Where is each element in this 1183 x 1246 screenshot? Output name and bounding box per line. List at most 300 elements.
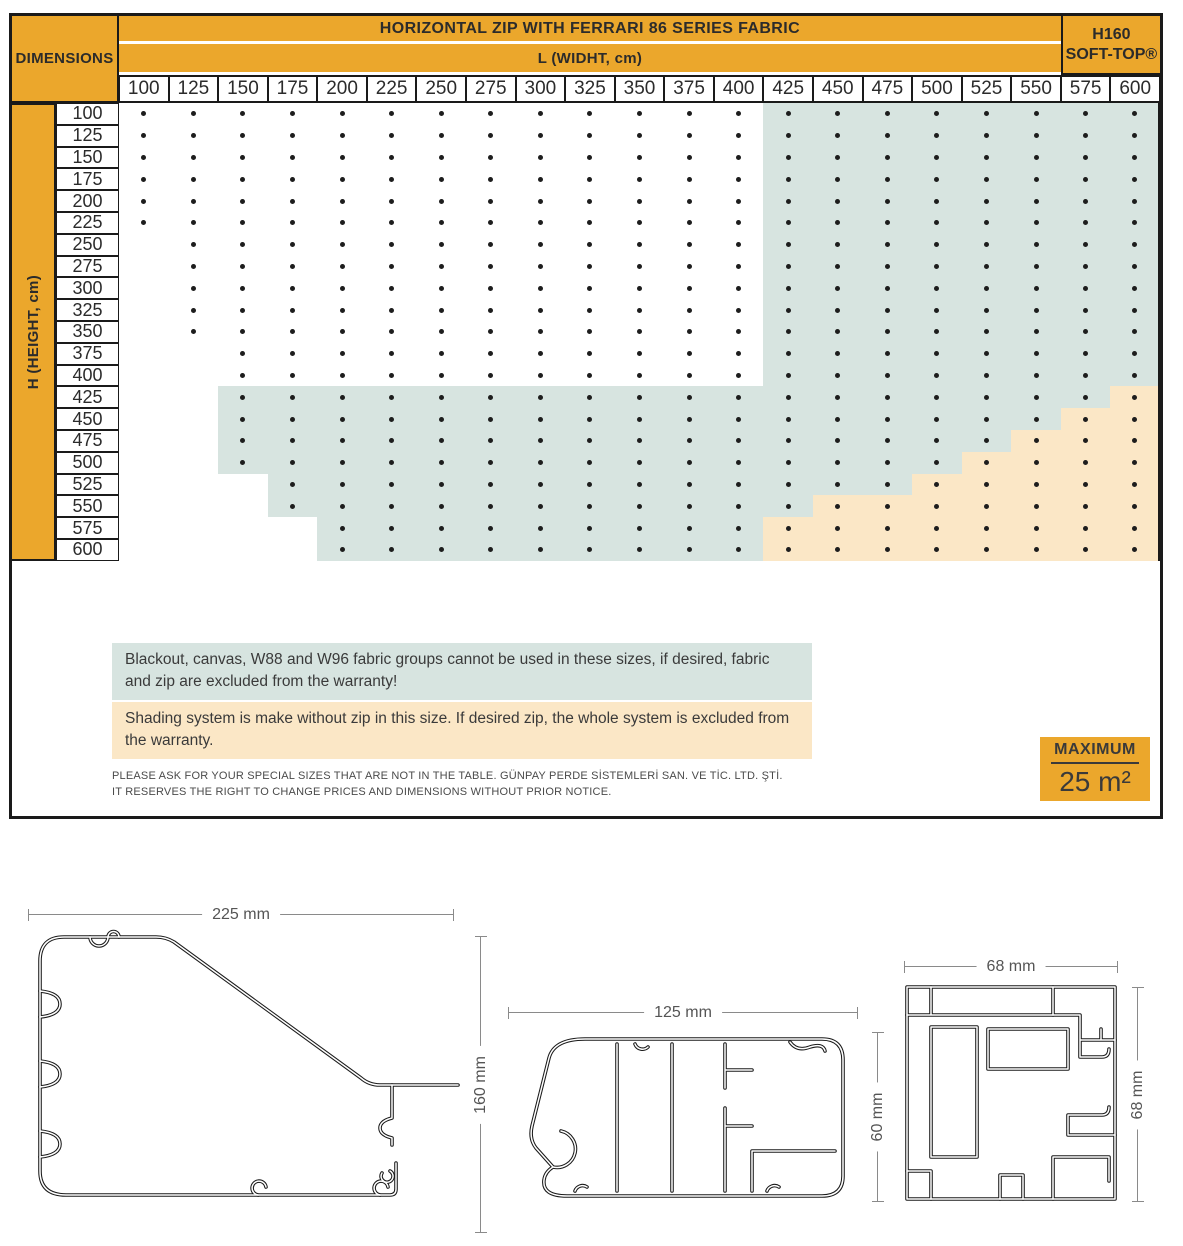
- availability-dot: [885, 373, 890, 378]
- availability-dot: [340, 526, 345, 531]
- availability-dot: [1132, 438, 1137, 443]
- availability-dot: [439, 351, 444, 356]
- availability-dot: [587, 242, 592, 247]
- size-cell: [962, 256, 1012, 278]
- size-cell: [466, 190, 516, 212]
- availability-dot: [934, 242, 939, 247]
- availability-dot: [984, 438, 989, 443]
- size-cell: [714, 430, 764, 452]
- availability-dot: [488, 417, 493, 422]
- size-cell: [664, 321, 714, 343]
- availability-dot: [1034, 373, 1039, 378]
- availability-dot: [290, 286, 295, 291]
- size-cell: [615, 452, 665, 474]
- availability-dot: [389, 199, 394, 204]
- availability-dot: [687, 373, 692, 378]
- size-cell: [912, 234, 962, 256]
- availability-dot: [835, 373, 840, 378]
- column-header: 175: [268, 75, 318, 103]
- availability-dot: [1034, 111, 1039, 116]
- availability-dot: [786, 329, 791, 334]
- size-cell: [763, 408, 813, 430]
- row-header: 375: [56, 343, 119, 365]
- availability-dot: [389, 547, 394, 552]
- row-header: 500: [56, 452, 119, 474]
- availability-dot: [1132, 286, 1137, 291]
- size-cell: [268, 408, 318, 430]
- size-cell: [1061, 365, 1111, 387]
- availability-dot: [1083, 242, 1088, 247]
- maximum-area-badge: [1040, 737, 1150, 801]
- size-cell: [466, 147, 516, 169]
- availability-dot: [488, 504, 493, 509]
- availability-dot: [835, 547, 840, 552]
- size-cell: [416, 103, 466, 125]
- maximum-label: MAXIMUM: [1054, 740, 1136, 758]
- size-cell: [317, 212, 367, 234]
- availability-dot: [736, 547, 741, 552]
- availability-dot: [786, 308, 791, 313]
- availability-dot: [1132, 177, 1137, 182]
- availability-dot: [885, 133, 890, 138]
- availability-dot: [240, 417, 245, 422]
- availability-dot: [538, 526, 543, 531]
- size-cell: [615, 168, 665, 190]
- column-header: 375: [664, 75, 714, 103]
- availability-dot: [1132, 460, 1137, 465]
- availability-dot: [240, 286, 245, 291]
- availability-dot: [191, 308, 196, 313]
- availability-dot: [835, 329, 840, 334]
- availability-dot: [1083, 547, 1088, 552]
- availability-dot: [984, 417, 989, 422]
- availability-dot: [538, 417, 543, 422]
- height-dimension-label: 160 mm: [470, 1046, 492, 1124]
- availability-dot: [587, 329, 592, 334]
- size-cell: [615, 125, 665, 147]
- availability-dot: [687, 504, 692, 509]
- size-cell: [416, 190, 466, 212]
- size-cell: [317, 234, 367, 256]
- availability-dot: [1132, 264, 1137, 269]
- availability-dot: [587, 264, 592, 269]
- availability-dot: [340, 286, 345, 291]
- size-cell: [416, 321, 466, 343]
- size-cell: [268, 299, 318, 321]
- availability-dot: [191, 286, 196, 291]
- size-cell: [268, 343, 318, 365]
- size-cell: [664, 125, 714, 147]
- availability-dot: [389, 242, 394, 247]
- availability-dot: [934, 133, 939, 138]
- size-cell: [615, 234, 665, 256]
- size-cell: [615, 539, 665, 561]
- size-cell: [1110, 234, 1160, 256]
- availability-dot: [1083, 111, 1088, 116]
- size-cell: [1061, 386, 1111, 408]
- size-cell: [317, 452, 367, 474]
- size-cell: [1110, 299, 1160, 321]
- availability-dot: [290, 111, 295, 116]
- availability-dot: [885, 526, 890, 531]
- size-cell: [119, 408, 169, 430]
- availability-dot: [340, 329, 345, 334]
- size-cell: [912, 103, 962, 125]
- size-cell: [615, 212, 665, 234]
- availability-dot: [587, 417, 592, 422]
- availability-dot: [240, 308, 245, 313]
- availability-dot: [240, 264, 245, 269]
- availability-dot: [637, 504, 642, 509]
- availability-dot: [885, 504, 890, 509]
- size-cell: [863, 125, 913, 147]
- size-cell: [863, 212, 913, 234]
- availability-dot: [439, 504, 444, 509]
- guide-rail-profile-figure: [893, 938, 1183, 1228]
- availability-dot: [736, 177, 741, 182]
- availability-dot: [984, 220, 989, 225]
- size-cell: [169, 125, 219, 147]
- size-cell: [1110, 386, 1160, 408]
- size-cell: [912, 299, 962, 321]
- size-cell: [516, 474, 566, 496]
- cassette-profile-figure: [20, 898, 505, 1246]
- availability-dot: [1083, 199, 1088, 204]
- availability-dot: [290, 460, 295, 465]
- size-cell: [317, 495, 367, 517]
- availability-dot: [687, 547, 692, 552]
- size-cell: [218, 212, 268, 234]
- size-cell: [763, 299, 813, 321]
- availability-dot: [835, 177, 840, 182]
- availability-dot: [736, 438, 741, 443]
- size-cell: [119, 539, 169, 561]
- availability-dot: [637, 242, 642, 247]
- availability-dot: [389, 526, 394, 531]
- row-header: 200: [56, 190, 119, 212]
- size-cell: [516, 168, 566, 190]
- availability-dot: [240, 199, 245, 204]
- size-cell: [763, 168, 813, 190]
- size-cell: [1061, 321, 1111, 343]
- availability-dot: [538, 111, 543, 116]
- size-cell: [1110, 343, 1160, 365]
- availability-dot: [934, 199, 939, 204]
- availability-dot: [538, 482, 543, 487]
- size-cell: [664, 495, 714, 517]
- size-cell: [169, 256, 219, 278]
- availability-dot: [290, 220, 295, 225]
- bottom-bar-profile-drawing: [505, 1030, 862, 1205]
- availability-dot: [587, 504, 592, 509]
- size-cell: [466, 103, 516, 125]
- row-header: 250: [56, 234, 119, 256]
- size-cell: [317, 539, 367, 561]
- availability-dot: [587, 199, 592, 204]
- size-cell: [813, 103, 863, 125]
- size-cell: [516, 256, 566, 278]
- size-cell: [119, 365, 169, 387]
- size-cell: [1110, 539, 1160, 561]
- bottom-bar-profile-figure: [498, 1000, 893, 1230]
- availability-dot: [885, 547, 890, 552]
- availability-dot: [389, 155, 394, 160]
- availability-dot: [1034, 417, 1039, 422]
- availability-dot: [488, 482, 493, 487]
- availability-dot: [538, 199, 543, 204]
- availability-dot: [835, 220, 840, 225]
- availability-dot: [786, 177, 791, 182]
- size-cell: [1061, 147, 1111, 169]
- height-dimension-label: 60 mm: [867, 1083, 889, 1152]
- size-cell: [1061, 517, 1111, 539]
- availability-dot: [835, 460, 840, 465]
- size-cell: [169, 147, 219, 169]
- availability-dot: [587, 308, 592, 313]
- column-header: 200: [317, 75, 367, 103]
- size-cell: [962, 474, 1012, 496]
- availability-dot: [191, 242, 196, 247]
- size-cell: [664, 212, 714, 234]
- column-header: 600: [1110, 75, 1160, 103]
- size-cell: [763, 343, 813, 365]
- size-cell: [1011, 299, 1061, 321]
- availability-dot: [786, 526, 791, 531]
- availability-dot: [290, 482, 295, 487]
- availability-dot: [439, 329, 444, 334]
- size-cell: [1011, 147, 1061, 169]
- size-cell: [1061, 343, 1111, 365]
- size-cell: [1011, 408, 1061, 430]
- size-cell: [1061, 408, 1111, 430]
- availability-dot: [934, 220, 939, 225]
- availability-dot: [141, 199, 146, 204]
- size-cell: [962, 539, 1012, 561]
- size-cell: [863, 103, 913, 125]
- availability-dot: [835, 417, 840, 422]
- availability-dot: [488, 395, 493, 400]
- size-cell: [962, 386, 1012, 408]
- size-cell: [962, 212, 1012, 234]
- size-cell: [268, 452, 318, 474]
- availability-dot: [1034, 264, 1039, 269]
- availability-dot: [488, 177, 493, 182]
- availability-dot: [786, 438, 791, 443]
- availability-dot: [1083, 308, 1088, 313]
- size-cell: [218, 168, 268, 190]
- availability-dot: [1132, 417, 1137, 422]
- availability-dot: [340, 308, 345, 313]
- size-cell: [218, 430, 268, 452]
- availability-dot: [538, 504, 543, 509]
- height-axis-label: H (HEIGHT, cm): [12, 103, 56, 561]
- availability-dot: [439, 242, 444, 247]
- size-cell: [169, 168, 219, 190]
- availability-dot: [637, 329, 642, 334]
- availability-dot: [488, 460, 493, 465]
- availability-dot: [1083, 460, 1088, 465]
- size-cell: [863, 277, 913, 299]
- size-cell: [912, 343, 962, 365]
- size-cell: [912, 125, 962, 147]
- availability-dot: [637, 460, 642, 465]
- size-cell: [1110, 168, 1160, 190]
- availability-dot: [389, 351, 394, 356]
- size-cell: [317, 256, 367, 278]
- size-cell: [813, 452, 863, 474]
- size-cell: [317, 299, 367, 321]
- availability-dot: [984, 504, 989, 509]
- size-cell: [516, 277, 566, 299]
- size-cell: [268, 495, 318, 517]
- availability-dot: [240, 395, 245, 400]
- size-cell: [863, 408, 913, 430]
- size-cell: [1011, 539, 1061, 561]
- size-cell: [813, 168, 863, 190]
- availability-dot: [488, 242, 493, 247]
- availability-dot: [439, 438, 444, 443]
- availability-dot: [538, 286, 543, 291]
- availability-dot: [984, 482, 989, 487]
- availability-dot: [587, 547, 592, 552]
- availability-dot: [290, 155, 295, 160]
- size-cell: [367, 365, 417, 387]
- size-cell: [466, 452, 516, 474]
- size-cell: [863, 190, 913, 212]
- availability-dot: [587, 395, 592, 400]
- column-header: 425: [763, 75, 813, 103]
- size-cell: [1110, 495, 1160, 517]
- size-cell: [664, 517, 714, 539]
- availability-dot: [736, 504, 741, 509]
- availability-dot: [934, 526, 939, 531]
- row-header: 450: [56, 408, 119, 430]
- availability-dot: [141, 133, 146, 138]
- availability-dot: [488, 199, 493, 204]
- size-cell: [1011, 190, 1061, 212]
- size-cell: [615, 103, 665, 125]
- availability-dot: [587, 482, 592, 487]
- availability-dot: [1132, 111, 1137, 116]
- availability-dot: [934, 351, 939, 356]
- availability-dot: [934, 373, 939, 378]
- availability-dot: [240, 133, 245, 138]
- size-cell: [714, 168, 764, 190]
- size-cell: [1011, 168, 1061, 190]
- availability-dot: [340, 438, 345, 443]
- availability-dot: [1132, 329, 1137, 334]
- column-header: 100: [119, 75, 169, 103]
- size-cell: [615, 430, 665, 452]
- availability-dot: [786, 417, 791, 422]
- availability-dot: [885, 329, 890, 334]
- size-cell: [962, 517, 1012, 539]
- size-cell: [664, 343, 714, 365]
- availability-dot: [389, 438, 394, 443]
- size-cell: [119, 321, 169, 343]
- size-cell: [367, 408, 417, 430]
- availability-dot: [736, 329, 741, 334]
- size-cell: [565, 539, 615, 561]
- size-cell: [1011, 365, 1061, 387]
- size-cell: [119, 256, 169, 278]
- availability-dot: [538, 155, 543, 160]
- size-cell: [1110, 277, 1160, 299]
- availability-dot: [1034, 133, 1039, 138]
- availability-dot: [736, 308, 741, 313]
- size-cell: [416, 430, 466, 452]
- size-cell: [367, 234, 417, 256]
- availability-dot: [687, 264, 692, 269]
- size-cell: [516, 539, 566, 561]
- availability-dot: [191, 177, 196, 182]
- size-cell: [1011, 495, 1061, 517]
- availability-dot: [290, 242, 295, 247]
- size-cell: [813, 190, 863, 212]
- availability-dot: [538, 329, 543, 334]
- size-cell: [763, 517, 813, 539]
- size-cell: [664, 299, 714, 321]
- availability-dot: [1034, 526, 1039, 531]
- availability-dot: [984, 286, 989, 291]
- size-cell: [466, 343, 516, 365]
- size-cell: [218, 343, 268, 365]
- row-header: 325: [56, 299, 119, 321]
- size-cell: [119, 277, 169, 299]
- size-cell: [317, 430, 367, 452]
- size-cell: [218, 299, 268, 321]
- size-cell: [367, 125, 417, 147]
- size-cell: [317, 365, 367, 387]
- availability-dot: [340, 242, 345, 247]
- availability-dot: [191, 329, 196, 334]
- availability-dot: [340, 220, 345, 225]
- availability-dot: [340, 417, 345, 422]
- availability-dot: [835, 308, 840, 313]
- size-cell: [565, 212, 615, 234]
- size-cell: [119, 103, 169, 125]
- availability-dot: [637, 177, 642, 182]
- size-cell: [962, 190, 1012, 212]
- size-cell: [863, 452, 913, 474]
- size-cell: [565, 125, 615, 147]
- size-cell: [1061, 277, 1111, 299]
- size-cell: [664, 430, 714, 452]
- size-cell: [367, 452, 417, 474]
- availability-dot: [290, 177, 295, 182]
- size-cell: [367, 474, 417, 496]
- availability-dot: [1034, 329, 1039, 334]
- availability-dot: [934, 417, 939, 422]
- availability-dot: [538, 133, 543, 138]
- row-header: 300: [56, 277, 119, 299]
- availability-dot: [835, 395, 840, 400]
- size-cell: [268, 277, 318, 299]
- availability-dot: [786, 155, 791, 160]
- availability-dot: [389, 504, 394, 509]
- availability-dot: [290, 351, 295, 356]
- availability-dot: [1034, 351, 1039, 356]
- availability-dot: [786, 133, 791, 138]
- availability-dot: [587, 155, 592, 160]
- size-cell: [1061, 299, 1111, 321]
- availability-dot: [637, 286, 642, 291]
- size-cell: [763, 430, 813, 452]
- size-cell: [664, 452, 714, 474]
- size-cell: [813, 256, 863, 278]
- availability-dot: [1083, 351, 1088, 356]
- size-cell: [664, 256, 714, 278]
